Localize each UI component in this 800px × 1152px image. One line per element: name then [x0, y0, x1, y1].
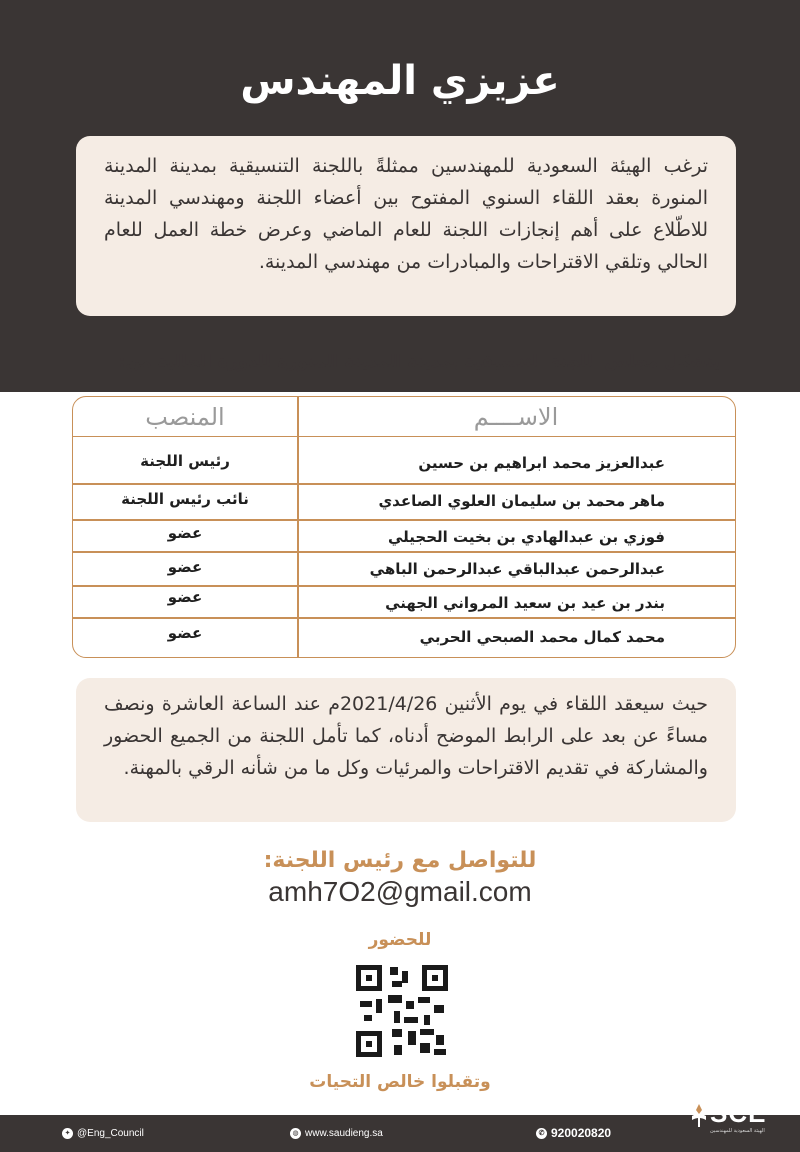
- qr-module: [392, 981, 402, 987]
- qr-module: [376, 999, 382, 1013]
- twitter-icon: ✦: [62, 1128, 73, 1139]
- member-name: فوزي بن عبدالهادي بن بخيت الحجيلي: [387, 528, 665, 546]
- member-position: نائب رئيس اللجنة: [121, 490, 249, 508]
- qr-module: [424, 1015, 430, 1025]
- qr-module: [392, 1029, 402, 1037]
- member-name: عبدالرحمن عبدالباقي عبدالرحمن الباهي: [369, 560, 665, 578]
- qr-module: [420, 1043, 430, 1053]
- footer-website-text: www.saudieng.sa: [305, 1128, 383, 1139]
- member-position: رئيس اللجنة: [140, 452, 230, 470]
- intro-text: ترغب الهيئة السعودية للمهندسين ممثلةً باللجنة التنسيقية بمدينة المدينة المنورة بعقد اللقاء السنوي المفتوح بين أعضاء اللجنة ومهندسي المدينة للاطّلاع على أهم إنجازات اللجنة للعام الماضي وعرض خطة العمل للعام الحالي وتلقي الاقتراحات والمبادرات من مهندسي المدينة.: [104, 155, 708, 273]
- member-name: عبدالعزيز محمد ابراهيم بن حسين: [418, 454, 665, 472]
- intro-card: [76, 136, 736, 316]
- footer-phone-link[interactable]: [536, 1115, 611, 1152]
- meeting-text: حيث سيعقد اللقاء في يوم الأثنين 2021/4/26م عند الساعة العاشرة ونصف مساءً عن بعد على الرابط الموضح أدناه، كما تأمل اللجنة من الجميع الحضور والمشاركة في تقديم الاقتراحات والمرئيات وكل ما من شأنه الرقي بالمهنة.: [104, 693, 708, 779]
- attend-label: للحضور: [368, 930, 432, 950]
- closing-regards: وتقبلوا خالص التحيات: [309, 1072, 491, 1092]
- council-table: [72, 396, 736, 658]
- qr-module: [436, 1035, 444, 1045]
- header-name: الاســــم: [473, 403, 559, 431]
- qr-module: [390, 967, 398, 975]
- qr-module: [434, 1049, 446, 1055]
- qr-module: [394, 1045, 402, 1055]
- meeting-card: [76, 678, 736, 822]
- member-position: عضو: [167, 524, 203, 542]
- footer-twitter-text: @Eng_Council: [77, 1128, 144, 1139]
- sce-logo-icon: [690, 1102, 708, 1128]
- qr-module: [420, 1029, 434, 1035]
- member-name: ماهر محمد بن سليمان العلوي الصاعدي: [378, 492, 665, 510]
- member-position: عضو: [167, 624, 203, 642]
- table-header-row: [73, 397, 735, 437]
- footer-phone-text: 920020820: [551, 1126, 612, 1140]
- logo-subtitle: الهيئة السعودية للمهندسين: [710, 1128, 765, 1134]
- footer-website-link[interactable]: [290, 1115, 383, 1152]
- member-position: عضو: [167, 558, 203, 576]
- qr-finder: [356, 1031, 382, 1057]
- council-heading: يتشكل مجلس اللجنة التنسيقية بمدينة المدينة المنورة للدورة الحالية من:: [118, 352, 720, 372]
- qr-code-icon[interactable]: [356, 965, 448, 1057]
- footer-bar: [0, 1115, 800, 1152]
- globe-icon: ◍: [290, 1128, 301, 1139]
- qr-module: [418, 997, 430, 1003]
- member-name: محمد كمال محمد الصبحي الحربي: [419, 628, 665, 646]
- header-position: المنصب: [145, 403, 225, 431]
- logo-text: SCE: [710, 1098, 767, 1128]
- page-title: عزيزي المهندس: [240, 58, 560, 104]
- qr-module: [388, 995, 402, 1003]
- qr-module: [364, 1015, 372, 1021]
- qr-finder: [422, 965, 448, 991]
- qr-module: [434, 1005, 444, 1013]
- qr-module: [404, 1017, 418, 1023]
- qr-module: [406, 1001, 414, 1009]
- phone-icon: ✆: [536, 1128, 547, 1139]
- member-name: بندر بن عيد بن سعيد المرواني الجهني: [385, 594, 665, 612]
- qr-module: [408, 1031, 416, 1045]
- qr-module: [402, 971, 408, 983]
- member-position: عضو: [167, 588, 203, 606]
- contact-heading: للتواصل مع رئيس اللجنة:: [263, 848, 537, 873]
- qr-module: [360, 1001, 372, 1007]
- contact-email-link[interactable]: amh7O2@gmail.com: [268, 876, 532, 907]
- qr-finder: [356, 965, 382, 991]
- footer-twitter-link[interactable]: [62, 1115, 144, 1152]
- qr-module: [394, 1011, 400, 1023]
- sce-logo: [690, 1094, 770, 1150]
